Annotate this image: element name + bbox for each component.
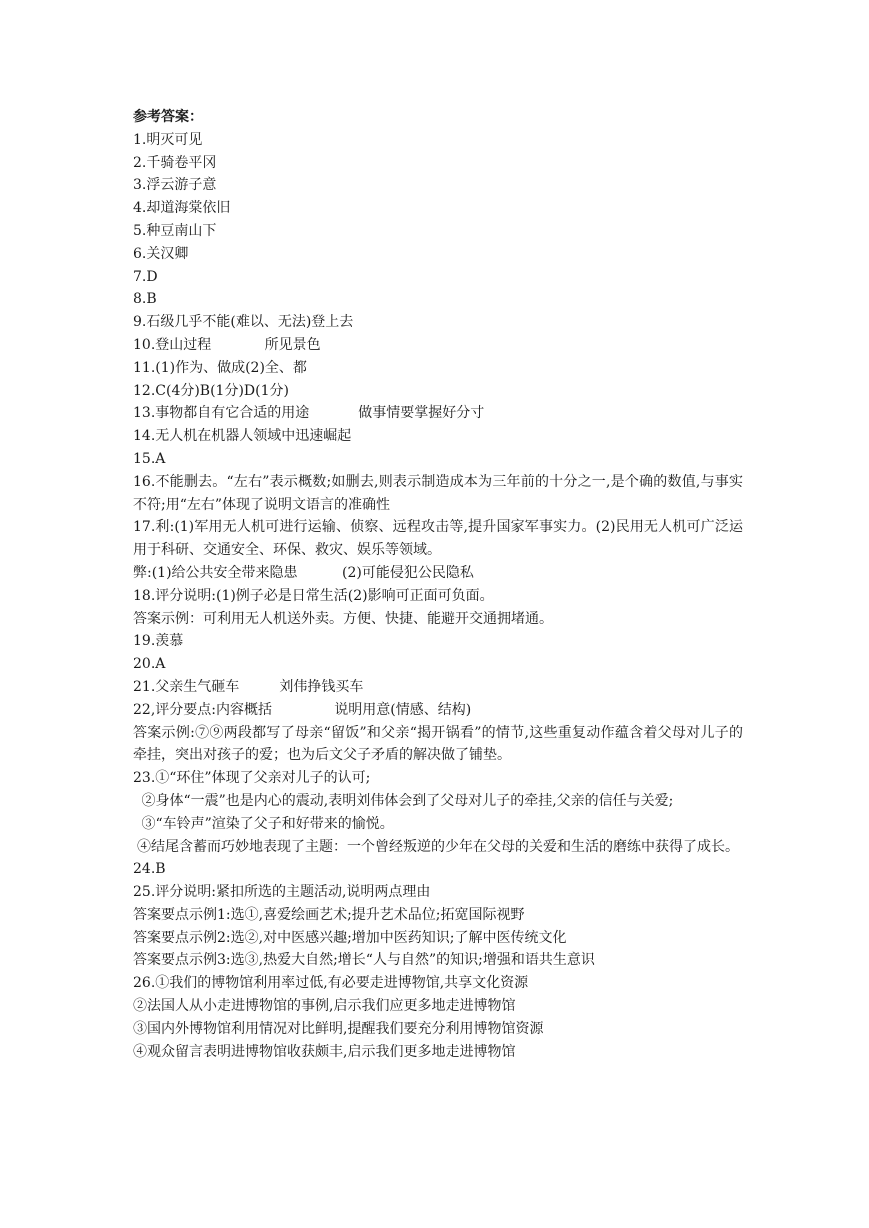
- page-title: 参考答案：: [133, 109, 203, 125]
- answer-11: 11.(1)作为、做成(2)全、都: [133, 359, 307, 376]
- answer-26-point-3: ③国内外博物馆利用情况对比鲜明,提醒我们要充分利用博物馆资源: [133, 1020, 544, 1037]
- answer-4: 4.却道海棠依旧: [133, 200, 231, 217]
- answer-23: 23.①“环住”体现了父亲对儿子的认可;: [133, 770, 371, 787]
- answer-21: 21.父亲生气砸车 刘伟挣钱买车: [133, 678, 364, 695]
- answer-26-point-2: ②法国人从小走进博物馆的事例,启示我们应更多地走进博物馆: [133, 998, 516, 1015]
- answer-14: 14.无人机在机器人领域中迅速崛起: [133, 428, 352, 445]
- answer-18-example: 答案示例：可利用无人机送外卖。方便、快捷、能避开交通拥堵通。: [133, 610, 553, 627]
- answer-13: 13.事物都自有它合适的用途 做事情要掌握好分寸: [133, 405, 485, 422]
- answer-24: 24.B: [133, 861, 166, 878]
- answer-12: 12.C(4分)B(1分)D(1分): [133, 382, 289, 399]
- answer-16: 16.不能删去。“左右”表示概数;如删去,则表示制造成本为三年前的十分之一,是个确的数值,与事实不符;用“左右”体现了说明文语言的准确性: [133, 473, 743, 513]
- answer-17-pros: 17.利:(1)军用无人机可进行运输、侦察、远程攻击等,提升国家军事实力。(2)民用无人机可广泛运用于科研、交通安全、环保、救灾、娱乐等领域。: [133, 519, 743, 559]
- answer-6: 6.关汉卿: [133, 245, 189, 262]
- answer-15: 15.A: [133, 450, 166, 467]
- answer-25-example-2: 答案要点示例2:选②,对中医感兴趣;增加中医药知识;了解中医传统文化: [133, 929, 567, 946]
- answer-18: 18.评分说明:(1)例子必是日常生活(2)影响可正面可负面。: [133, 587, 494, 604]
- answer-26-point-4: ④观众留言表明进博物馆收获颇丰,启示我们更多地走进博物馆: [133, 1043, 516, 1060]
- answer-20: 20.A: [133, 656, 166, 673]
- answer-25-example-3: 答案要点示例3:选③,热爱大自然;增长“人与自然”的知识;增强和语共生意识: [133, 952, 595, 969]
- answer-7: 7.D: [133, 268, 158, 285]
- answer-9: 9.石级几乎不能(难以、无法)登上去: [133, 314, 354, 331]
- answer-25-example-1: 答案要点示例1:选①,喜爱绘画艺术;提升艺术品位;拓宽国际视野: [133, 906, 525, 923]
- answer-19: 19.羡慕: [133, 633, 184, 650]
- answer-22: 22,评分要点:内容概括 说明用意(情感、结构): [133, 701, 472, 718]
- answer-10: 10.登山过程 所见景色: [133, 336, 321, 353]
- answer-1: 1.明灭可见: [133, 131, 203, 148]
- answer-22-example: 答案示例:⑦⑨两段都写了母亲“留饭”和父亲“揭开锅看”的情节,这些重复动作蕴含着父母对儿子的牵挂，突出对孩子的爱；也为后文父子矛盾的解决做了铺垫。: [133, 724, 743, 764]
- answer-26: 26.①我们的博物馆利用率过低,有必要走进博物馆,共享文化资源: [133, 975, 529, 992]
- answer-8: 8.B: [133, 291, 157, 308]
- answer-23-point-2: ②身体“一震”也是内心的震动,表明刘伟体会到了父母对儿子的牵挂,父亲的信任与关爱;: [137, 792, 674, 809]
- answer-key: [133, 106, 743, 1063]
- answer-25: 25.评分说明:紧扣所选的主题活动,说明两点理由: [133, 884, 431, 901]
- answer-23-point-3: ③“车铃声”渲染了父子和好带来的愉悦。: [137, 815, 394, 832]
- answer-2: 2.千骑卷平冈: [133, 154, 217, 171]
- answer-list: [133, 129, 743, 1064]
- answer-17-cons: 弊:(1)给公共安全带来隐患 (2)可能侵犯公民隐私: [133, 564, 474, 581]
- answer-3: 3.浮云游子意: [133, 177, 217, 194]
- answer-23-point-4: ④结尾含蓄而巧妙地表现了主题：一个曾经叛逆的少年在父母的关爱和生活的磨练中获得了成长。: [137, 838, 739, 855]
- answer-5: 5.种豆南山下: [133, 222, 217, 239]
